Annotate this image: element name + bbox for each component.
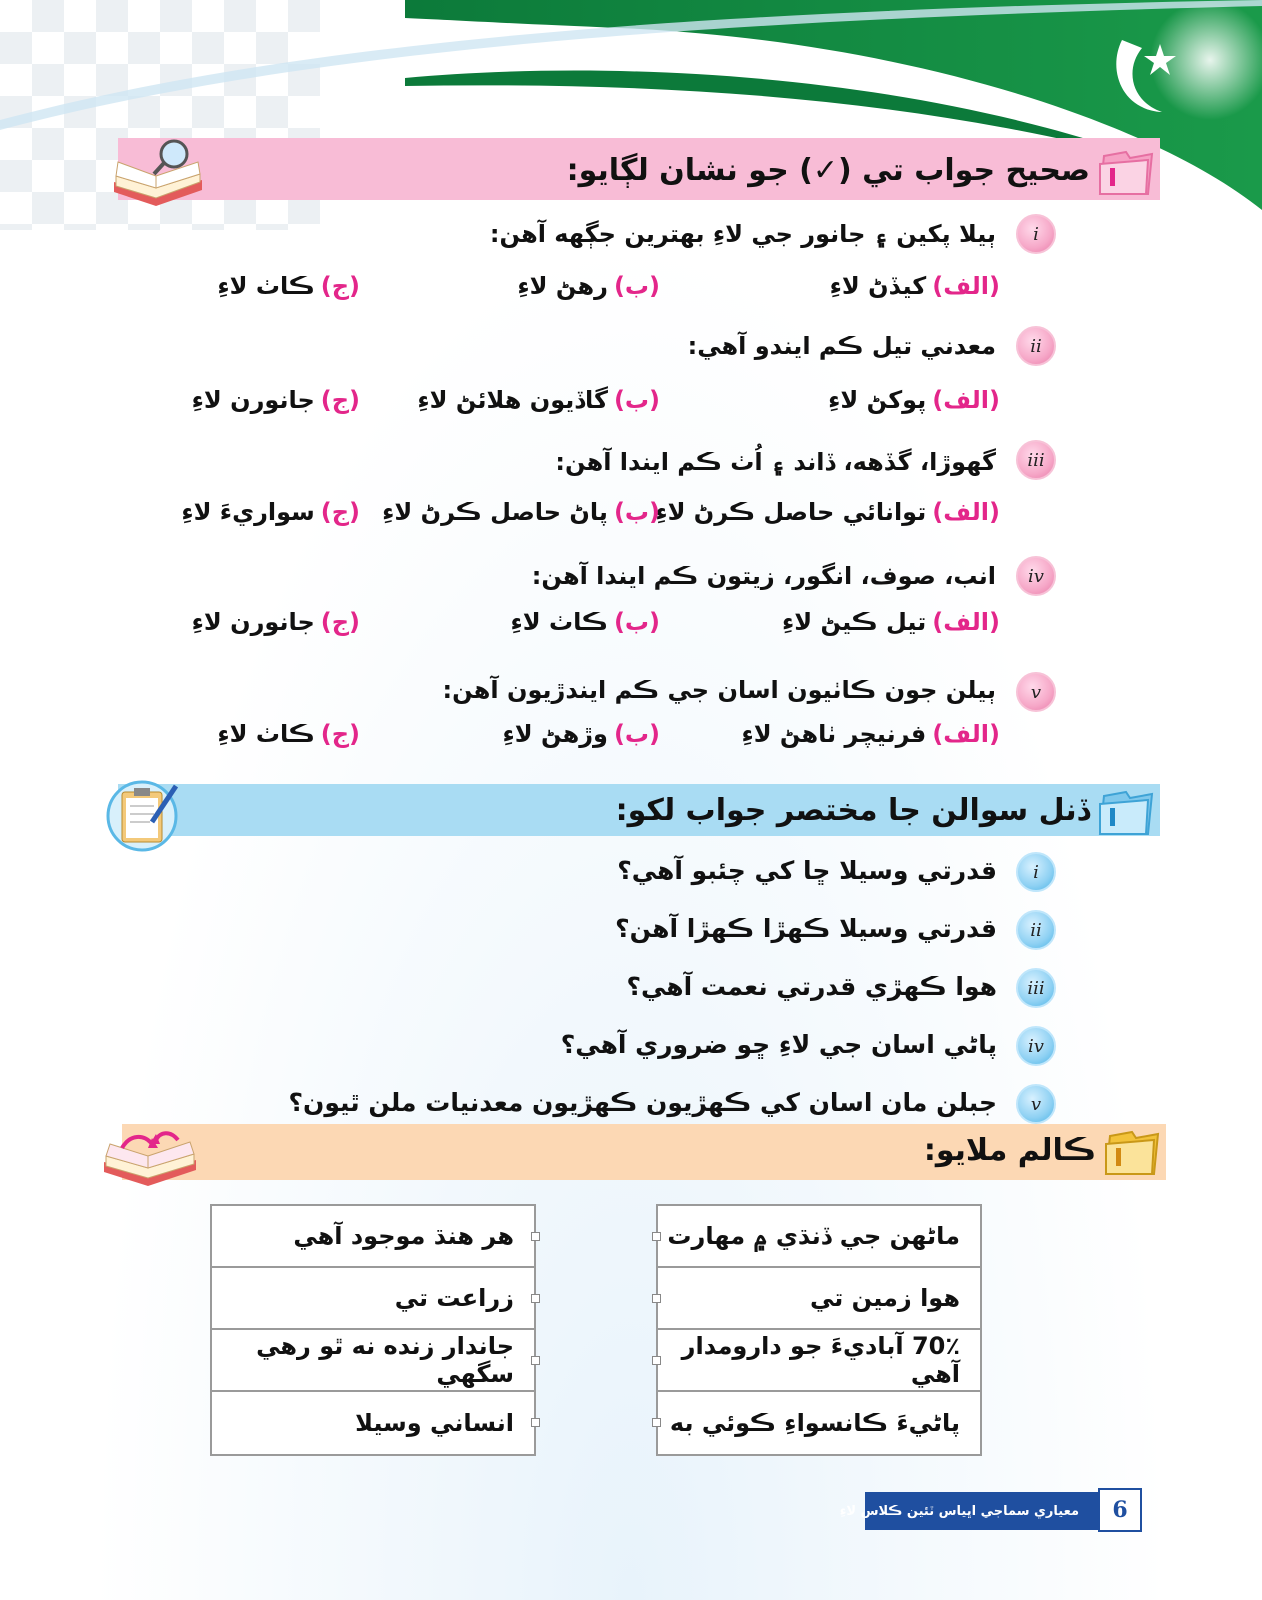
match-title: ڪالم ملايو: bbox=[923, 1132, 1096, 1168]
question-number-badge: iv bbox=[1016, 556, 1056, 596]
question-number-badge: ii bbox=[1016, 326, 1056, 366]
mcq-option[interactable]: (ب)رهڻ لاءِ bbox=[517, 272, 660, 300]
match-item[interactable]: زراعت تي bbox=[212, 1268, 534, 1330]
mcq-option[interactable]: (الف)تيل ڪيڻ لاءِ bbox=[781, 608, 1000, 636]
connector-dot[interactable] bbox=[652, 1232, 661, 1241]
connector-dot[interactable] bbox=[652, 1356, 661, 1365]
connector-dot[interactable] bbox=[531, 1294, 540, 1303]
mcq-option[interactable]: (ب)پاڻ حاصل ڪرڻ لاءِ bbox=[382, 498, 660, 526]
match-item[interactable]: 70٪ آباديءَ جو دارومدار آهي bbox=[658, 1330, 980, 1392]
match-item[interactable]: جاندار زنده نه ٿو رهي سگهي bbox=[212, 1330, 534, 1392]
folder-icon bbox=[1096, 146, 1156, 198]
mcq-title: صحيح جواب تي (✓) جو نشان لڳايو: bbox=[566, 152, 1090, 188]
crescent-star-icon bbox=[1102, 30, 1192, 120]
book-title: معياري سماجي اڀياس ٽئين ڪلاس لاءِ bbox=[839, 1503, 1079, 1519]
short-question: جبلن مان اسان کي ڪهڙيون ڪهڙيون معدنيات ملن ٿيون؟ bbox=[288, 1088, 997, 1117]
short-question: پاڻي اسان جي لاءِ ڇو ضروري آهي؟ bbox=[560, 1030, 997, 1059]
mcq-option[interactable]: (ج)ڪاٺ لاءِ bbox=[217, 272, 360, 300]
match-column-left bbox=[210, 1204, 536, 1456]
short-question: قدرتي وسيلا ڪهڙا ڪهڙا آهن؟ bbox=[615, 914, 997, 943]
match-item[interactable]: ماڻهن جي ڏنڌي ۾ مهارت bbox=[658, 1206, 980, 1268]
match-item[interactable]: هوا زمين تي bbox=[658, 1268, 980, 1330]
mcq-option[interactable]: (ب)وڙهڻ لاءِ bbox=[502, 720, 660, 748]
match-column-right bbox=[656, 1204, 982, 1456]
mcq-option[interactable]: (الف)توانائي حاصل ڪرڻ لاءِ bbox=[655, 498, 1000, 526]
question-number-badge: i bbox=[1016, 852, 1056, 892]
folder-icon bbox=[1102, 1126, 1162, 1178]
connector-dot[interactable] bbox=[531, 1356, 540, 1365]
question-number-badge: iii bbox=[1016, 968, 1056, 1008]
match-item[interactable]: انساني وسيلا bbox=[212, 1392, 534, 1454]
page-number: 6 bbox=[1098, 1488, 1142, 1532]
mcq-option[interactable]: (ب)ڪاٺ لاءِ bbox=[510, 608, 660, 636]
mcq-option[interactable]: (ج)ڪاٺ لاءِ bbox=[217, 720, 360, 748]
connector-dot[interactable] bbox=[652, 1294, 661, 1303]
mcq-option[interactable]: (الف)کيڏڻ لاءِ bbox=[829, 272, 1000, 300]
question-number-badge: v bbox=[1016, 672, 1056, 712]
mcq-option[interactable]: (ج)جانورن لاءِ bbox=[191, 386, 360, 414]
connector-dot[interactable] bbox=[531, 1418, 540, 1427]
mcq-question: ٻيلن جون ڪاٺيون اسان جي ڪم ايندڙيون آهن: bbox=[442, 676, 996, 704]
mcq-question: گهوڙا، گڏهه، ڏاند ۽ اُٺ ڪم ايندا آهن: bbox=[555, 448, 996, 476]
connector-dot[interactable] bbox=[531, 1232, 540, 1241]
match-header bbox=[122, 1120, 1166, 1180]
connector-dot[interactable] bbox=[652, 1418, 661, 1427]
open-book-arrows-icon bbox=[100, 1118, 200, 1198]
mcq-option[interactable]: (ج)سواريءَ لاءِ bbox=[181, 498, 360, 526]
question-number-badge: i bbox=[1016, 214, 1056, 254]
footer-bar bbox=[839, 1492, 1135, 1530]
mcq-option[interactable]: (ج)جانورن لاءِ bbox=[191, 608, 360, 636]
match-item[interactable]: هر هنڌ موجود آهي bbox=[212, 1206, 534, 1268]
mcq-option[interactable]: (الف)پوکڻ لاءِ bbox=[828, 386, 1000, 414]
short-title: ڏنل سوالن جا مختصر جواب لکو: bbox=[615, 792, 1090, 828]
short-question: هوا ڪهڙي قدرتي نعمت آهي؟ bbox=[626, 972, 997, 1001]
book-magnifier-icon bbox=[108, 132, 208, 212]
match-item[interactable]: پاڻيءَ ڪانسواءِ ڪوئي به bbox=[658, 1392, 980, 1454]
short-header bbox=[118, 780, 1160, 840]
question-number-badge: iv bbox=[1016, 1026, 1056, 1066]
mcq-question: انب، صوف، انگور، زيتون ڪم ايندا آهن: bbox=[531, 562, 996, 590]
folder-icon bbox=[1096, 786, 1156, 838]
short-question: قدرتي وسيلا ڇا کي چئبو آهي؟ bbox=[617, 856, 997, 885]
question-number-badge: ii bbox=[1016, 910, 1056, 950]
mcq-header bbox=[118, 140, 1160, 200]
mcq-question: معدني تيل ڪم ايندو آهي: bbox=[687, 332, 996, 360]
question-number-badge: v bbox=[1016, 1084, 1056, 1124]
mcq-question: ٻيلا پکين ۽ جانور جي لاءِ بهترين جڳهه آهن: bbox=[489, 220, 996, 248]
clipboard-pen-icon bbox=[104, 772, 204, 852]
question-number-badge: iii bbox=[1016, 440, 1056, 480]
mcq-option[interactable]: (ب)گاڏيون هلائڻ لاءِ bbox=[417, 386, 660, 414]
mcq-option[interactable]: (الف)فرنيچر ٺاهڻ لاءِ bbox=[741, 720, 1000, 748]
